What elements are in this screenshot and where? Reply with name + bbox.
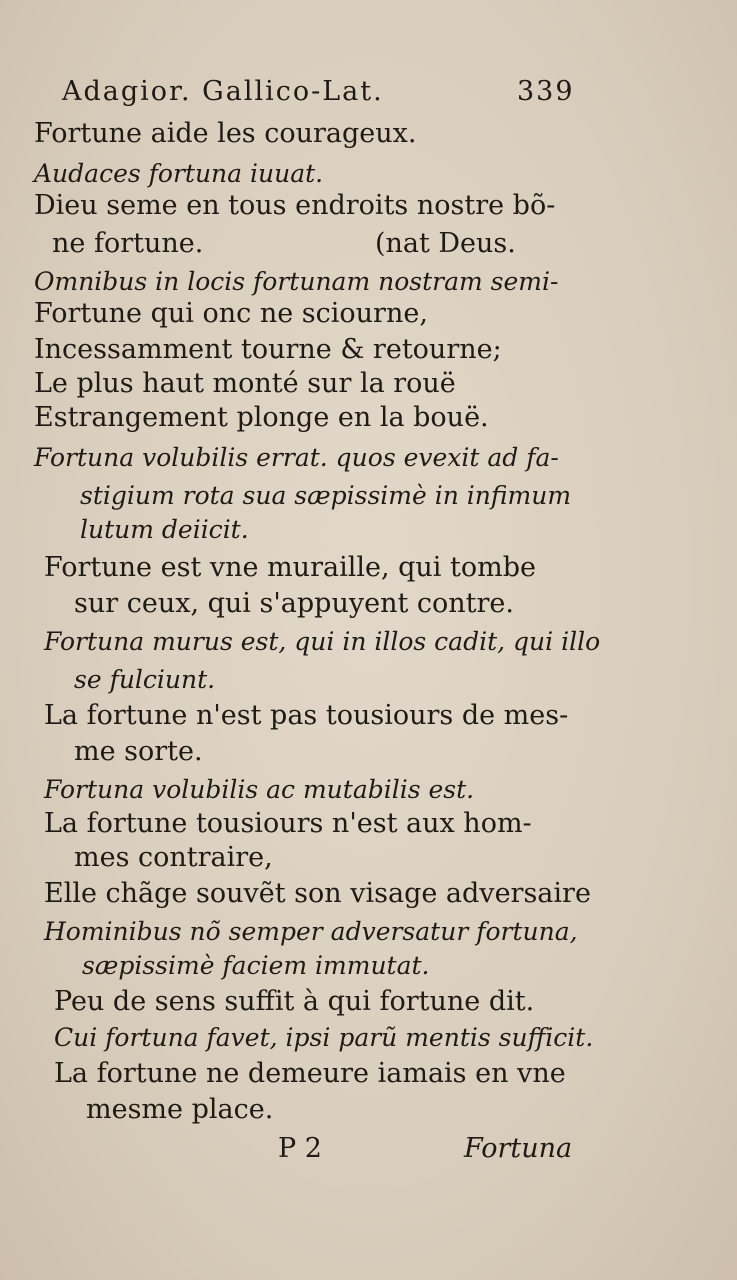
french-line: La fortune n'est pas tousiours de mes- — [44, 700, 569, 731]
french-line: La fortune tousiours n'est aux hom- — [44, 808, 532, 839]
latin-line: sæpissimè faciem immutat. — [82, 951, 430, 980]
page-number: 339 — [517, 76, 575, 107]
running-header — [62, 76, 575, 107]
french-line: Dieu seme en tous endroits nostre bõ- — [34, 190, 556, 221]
french-line: me sorte. — [74, 736, 203, 767]
latin-line: lutum deiicit. — [80, 515, 249, 544]
latin-line: Fortuna volubilis errat. quos evexit ad fa- — [34, 443, 559, 472]
signature-mark: P 2 — [278, 1133, 322, 1164]
french-line: Estrangement plonge en la bouë. — [34, 402, 489, 433]
french-line: Fortune est vne muraille, qui tombe — [44, 552, 536, 583]
french-line: sur ceux, qui s'appuyent contre. — [74, 588, 514, 619]
french-line: Fortune qui onc ne sciourne, — [34, 298, 428, 329]
french-line: Fortune aide les courageux. — [34, 118, 417, 149]
latin-line: Audaces fortuna iuuat. — [34, 159, 324, 188]
french-line: La fortune ne demeure iamais en vne — [54, 1058, 566, 1089]
french-line: Incessamment tourne & retourne; — [34, 334, 502, 365]
catchword: Fortuna — [464, 1133, 573, 1164]
latin-line: Hominibus nõ semper adversatur fortuna, — [44, 917, 578, 946]
french-line: Peu de sens suffit à qui fortune dit. — [54, 986, 535, 1017]
latin-line: Omnibus in locis fortunam nostram semi- — [34, 267, 559, 296]
french-line: mesme place. — [86, 1094, 274, 1125]
french-line: Le plus haut monté sur la rouë — [34, 368, 456, 399]
latin-line: stigium rota sua sæpissimè in infimum — [80, 481, 572, 510]
french-line: ne fortune. (nat Deus. — [52, 228, 516, 259]
latin-line: Fortuna murus est, qui in illos cadit, qui illo — [44, 627, 601, 656]
latin-line: Fortuna volubilis ac mutabilis est. — [44, 775, 475, 804]
french-line: Elle chãge souvẽt son visage adversaire — [44, 878, 591, 909]
latin-line: Cui fortuna favet, ipsi parũ mentis sufficit. — [54, 1023, 594, 1052]
french-line: mes contraire, — [74, 842, 273, 873]
latin-line: se fulciunt. — [74, 665, 216, 694]
header-title: Adagior. Gallico-Lat. — [62, 76, 384, 107]
